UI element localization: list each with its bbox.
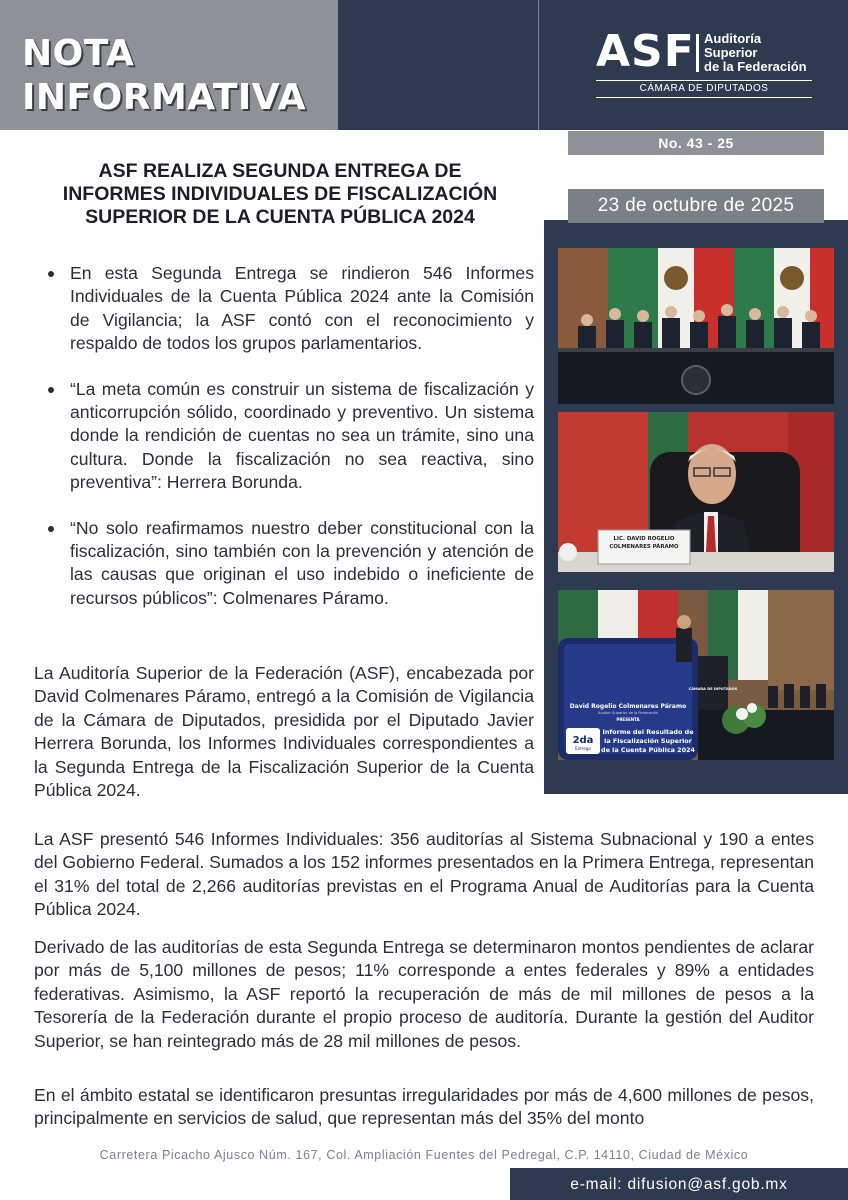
- footer-email[interactable]: e-mail: difusion@asf.gob.mx: [510, 1168, 848, 1200]
- asf-logo: [596, 28, 816, 100]
- footer-address: Carretera Picacho Ajusco Núm. 167, Col. Ampliación Fuentes del Pedregal, C.P. 14110, Ciudad de México: [99, 1148, 749, 1162]
- logo-subtitle: CÁMARA DE DIPUTADOS: [639, 83, 769, 94]
- logo-bar: [696, 34, 699, 72]
- screen-speaker-role: Auditor Superior de la Federación: [597, 711, 659, 715]
- logo-name-line-3: de la Federación: [704, 59, 807, 74]
- screen-badge: 2da: [572, 735, 594, 746]
- headline-line-1: ASF REALIZA SEGUNDA ENTREGA DE: [98, 160, 462, 182]
- bullet-text: “No solo reafirmamos nuestro deber constitucional con la fiscalización, sino también con la prevención y atención de las causas que originan el uso indebido o ineficiente de recursos públicos”: Colmenares Páramo.: [70, 517, 534, 608]
- list-item: [48, 262, 534, 356]
- bullet-dot-icon: [48, 387, 54, 393]
- body-paragraph: Derivado de las auditorías de esta Segunda Entrega se determinaron montos pendientes de aclarar por más de 5,100 millones de pesos; 11% corresponde a entes federales y 89% a entidades federativas. Asimismo, la ASF reportó la recuperación de más de mil millones de pesos a la Tesorería de la Federación durante el propio proceso de auditoría. Durante la gestión del Auditor Superior, se han reintegrado más de 28 mil millones de pesos.: [34, 937, 814, 1051]
- screen-speaker-name: David Rogelio Colmenares Páramo: [569, 703, 687, 710]
- screen-title-line-3: de la Cuenta Pública 2024: [601, 746, 695, 754]
- title-line-1: NOTA: [22, 33, 135, 74]
- list-item: [48, 378, 534, 495]
- photo-commission-panel: [558, 248, 834, 404]
- header-left-panel: [0, 0, 338, 130]
- nameplate-name: COLMENARES PÁRAMO: [609, 544, 679, 550]
- title-line-2: INFORMATIVA: [22, 77, 307, 118]
- bullet-dot-icon: [48, 271, 54, 277]
- nameplate-title: LIC. DAVID ROGELIO: [613, 536, 675, 542]
- bullet-text: En esta Segunda Entrega se rindieron 546 Informes Individuales de la Cuenta Pública 2024 ante la Comisión de Vigilancia; la ASF contó con el reconocimiento y respaldo de todos los grupos parlamentarios.: [70, 263, 534, 354]
- screen-title-line-2: la Fiscalización Superior: [604, 737, 692, 745]
- photo-auditor-superior: [558, 412, 834, 572]
- publication-date: 23 de octubre de 2025: [568, 189, 824, 223]
- list-item: [48, 517, 534, 611]
- photo-presentation-screen: [558, 590, 834, 760]
- headline-line-2: INFORMES INDIVIDUALES DE FISCALIZACIÓN: [62, 183, 498, 205]
- screen-presenta: PRESENTA: [616, 717, 640, 722]
- headline: [30, 160, 530, 229]
- body-paragraph: La ASF presentó 546 Informes Individuales: 356 auditorías al Sistema Subnacional y 190 a entes del Gobierno Federal. Sumados a los 152 informes presentados en la Primera Entrega, representan el 31% del total de 2,266 auditorías previstas en el Programa Anual de Auditorías para la Cuenta Pública 2024.: [34, 829, 814, 920]
- podium-label: CÁMARA DE DIPUTADOS: [688, 687, 738, 691]
- logo-rule-top: [596, 80, 812, 81]
- bullet-text: “La meta común es construir un sistema de fiscalización y anticorrupción sólido, coordinado y preventivo. Un sistema donde la rendición de cuentas no sea un trámite, sino una cultura. Donde la fiscalización no sea reactiva, sino preventiva”: Herrera Borunda.: [70, 378, 534, 493]
- logo-name-line-1: Auditoría: [704, 31, 762, 46]
- header-divider: [538, 0, 539, 130]
- logo-rule-bottom: [596, 97, 812, 98]
- logo-institution-name: [704, 32, 807, 74]
- bulletin-number: No. 43 - 25: [568, 131, 824, 155]
- document-type-title: [22, 32, 306, 120]
- body-paragraph: En el ámbito estatal se identificaron presuntas irregularidades por más de 4,600 millones de pesos, principalmente en servicios de salud, que representan más del 35% del monto: [34, 1085, 814, 1129]
- body-paragraph: La Auditoría Superior de la Federación (ASF), encabezada por David Colmenares Páramo, entregó a la Comisión de Vigilancia de la Cámara de Diputados, presidida por el Diputado Javier Herrera Borunda, los Informes Individuales correspondientes a la Segunda Entrega de la Fiscalización Superior de la Cuenta Pública 2024.: [34, 663, 534, 801]
- highlights-list: [48, 262, 534, 610]
- logo-acronym: ASF: [596, 26, 695, 77]
- bullet-dot-icon: [48, 526, 54, 532]
- screen-title-line-1: Informe del Resultado de: [602, 728, 694, 736]
- screen-badge-sub: Entrega: [575, 746, 591, 751]
- headline-line-3: SUPERIOR DE LA CUENTA PÚBLICA 2024: [85, 206, 475, 228]
- logo-name-line-2: Superior: [704, 45, 758, 60]
